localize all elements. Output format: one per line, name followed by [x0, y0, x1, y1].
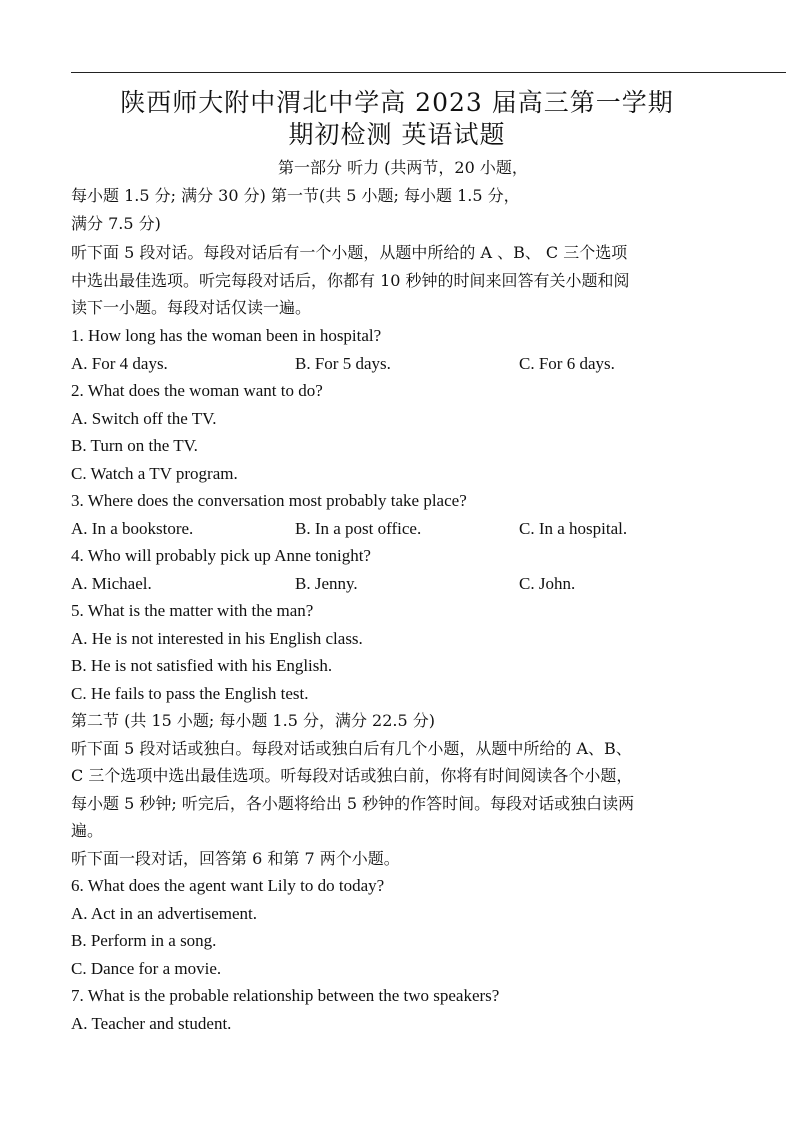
option-a: A. Switch off the TV. [71, 409, 217, 428]
question-stem: 1. How long has the woman been in hospital? [71, 326, 382, 345]
option-b: B. Jenny. [295, 574, 358, 593]
option-c: C. In a hospital. [519, 519, 628, 538]
directions-line-3: 读下一小题。每段对话仅读一遍。 [71, 298, 312, 317]
option-b: B. Turn on the TV. [71, 436, 198, 455]
question-stem: 4. Who will probably pick up Anne tonight? [71, 546, 371, 565]
group-intro: 听下面一段对话，回答第 6 和第 7 两个小题。 [71, 849, 400, 868]
directions-line-2: 中选出最佳选项。听完每段对话后，你都有 10 秒钟的时间来回答有关小题和阅 [71, 271, 630, 290]
option-b: B. In a post office. [295, 519, 422, 538]
section-two-directions-3: 每小题 5 秒钟; 听完后，各小题将给出 5 秒钟的作答时间。每段对话或独白读两 [71, 794, 635, 813]
score-line: 每小题 1.5 分; 满分 30 分) 第一节(共 5 小题; 每小题 1.5 分， [71, 186, 520, 205]
exam-title-line1: 陕西师大附中渭北中学高 2023 届高三第一学期 [120, 88, 674, 117]
part-one-heading: 第一部分 听力 (共两节，20 小题， [278, 158, 528, 177]
option-a: A. He is not interested in his English class. [71, 629, 363, 648]
question-stem: 5. What is the matter with the man? [71, 601, 314, 620]
section-two-directions-2: C 三个选项中选出最佳选项。听每段对话或独白前，你将有时间阅读各个小题， [71, 766, 633, 785]
section-two-heading: 第二节 (共 15 小题; 每小题 1.5 分，满分 22.5 分) [71, 711, 435, 730]
option-c: C. Watch a TV program. [71, 464, 238, 483]
option-a: A. For 4 days. [71, 354, 168, 373]
option-a: A. Teacher and student. [71, 1014, 232, 1033]
top-rule [71, 72, 786, 73]
option-a: A. Michael. [71, 574, 152, 593]
score-line-2: 满分 7.5 分) [71, 214, 161, 233]
option-c: C. John. [519, 574, 576, 593]
question-stem: 2. What does the woman want to do? [71, 381, 323, 400]
section-two-directions-1: 听下面 5 段对话或独白。每段对话或独白后有几个小题，从题中所给的 A、B、 [71, 739, 632, 758]
option-b: B. Perform in a song. [71, 931, 217, 950]
question-stem: 3. Where does the conversation most probably take place? [71, 491, 467, 510]
option-c: C. For 6 days. [519, 354, 615, 373]
exam-title-line2: 期初检测 英语试题 [288, 120, 506, 149]
question-stem: 6. What does the agent want Lily to do today? [71, 876, 385, 895]
option-a: A. In a bookstore. [71, 519, 194, 538]
option-c: C. Dance for a movie. [71, 959, 222, 978]
question-stem: 7. What is the probable relationship between the two speakers? [71, 986, 500, 1005]
directions-line-1: 听下面 5 段对话。每段对话后有一个小题，从题中所给的 A 、B、 C 三个选项 [71, 243, 628, 262]
section-two-directions-4: 遍。 [71, 821, 104, 840]
option-c: C. He fails to pass the English test. [71, 684, 309, 703]
option-b: B. For 5 days. [295, 354, 391, 373]
option-b: B. He is not satisfied with his English. [71, 656, 333, 675]
option-a: A. Act in an advertisement. [71, 904, 258, 923]
